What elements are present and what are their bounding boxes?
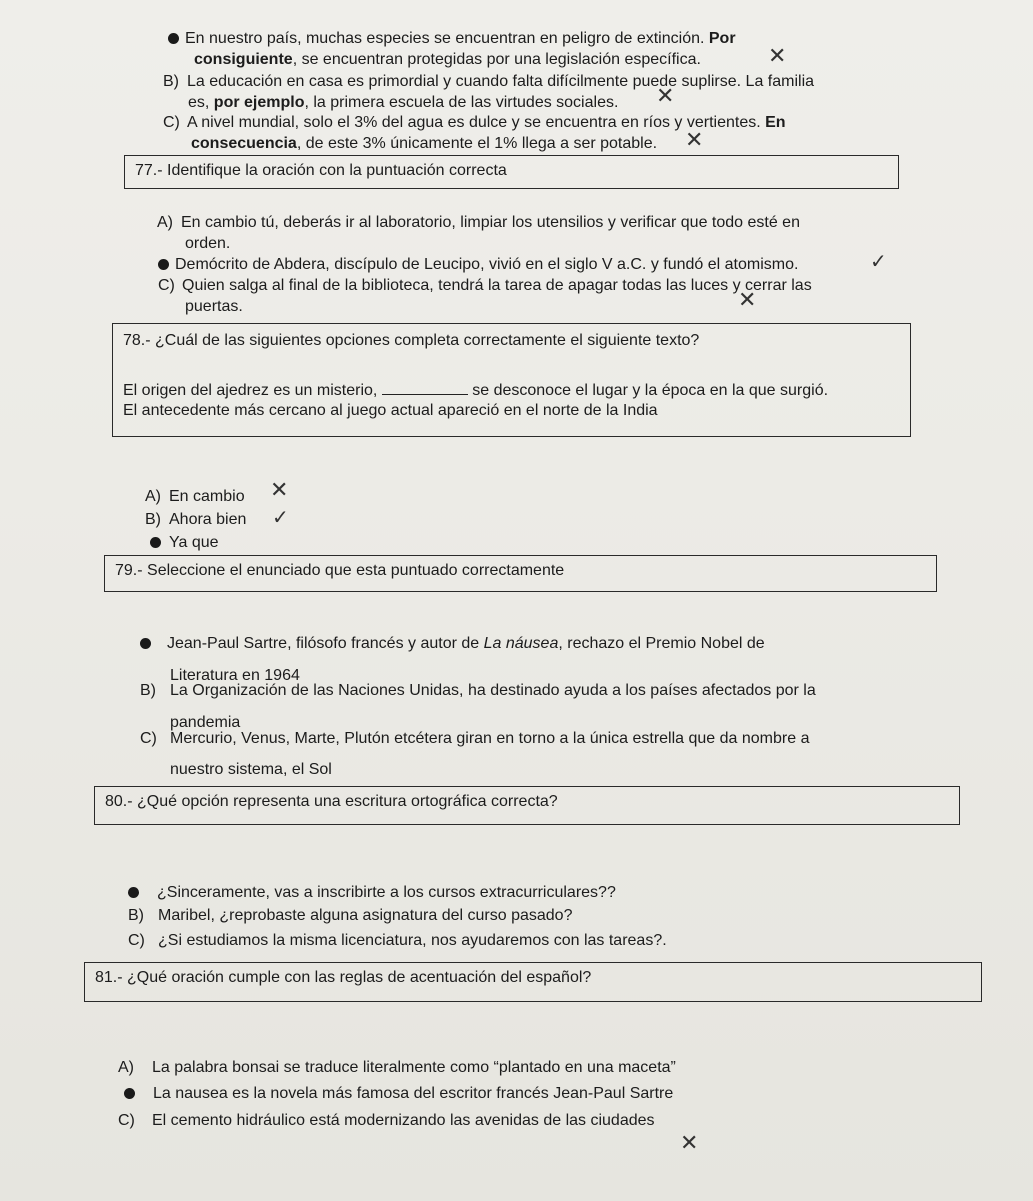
cross-mark-icon: ✕: [685, 128, 704, 153]
q78-b-text: Ahora bien: [169, 511, 247, 528]
q78-passage-line2: El antecedente más cercano al juego actual apareció en el norte de la India: [123, 402, 658, 419]
q79-option-b: [140, 681, 816, 700]
option-letter: C): [140, 730, 157, 747]
question-79-text: 79.- Seleccione el enunciado que esta puntuado correctamente: [115, 562, 565, 579]
option-letter: B): [163, 73, 179, 90]
q80-option-c: [128, 931, 667, 950]
q77-option-a: [157, 213, 800, 232]
q78-option-a: [145, 487, 245, 506]
q79-c-line1: Mercurio, Venus, Marte, Plutón etcétera giran en torno a la única estrella que da nombre a: [170, 730, 810, 747]
q81-a-text: La palabra bonsai se traduce literalmente como “plantado en una maceta”: [152, 1059, 676, 1076]
q76-c-line2: , de este 3% únicamente el 1% llega a ser potable.: [296, 135, 658, 152]
q81-c-text: El cemento hidráulico está modernizando las avenidas de las ciudades: [152, 1112, 655, 1129]
q79-a-line1-end: , rechazo el Premio Nobel de: [558, 635, 765, 652]
question-81-box: [84, 962, 982, 1002]
q76-c-line2-bold: consecuencia: [191, 135, 297, 152]
q76-b-line2-bold: por ejemplo: [213, 94, 305, 111]
q77-option-c: [158, 276, 812, 295]
q77-option-c-line2: puertas.: [185, 298, 243, 315]
q78-option-b: [145, 510, 246, 529]
q76-option-b-line2: [188, 93, 618, 112]
answer-bubble-filled: [124, 1088, 135, 1099]
q76-option-a-line2: [194, 50, 701, 69]
cross-mark-icon: ✕: [738, 288, 757, 313]
q78-passage-b: se desconoce el lugar y la época en la que surgió.: [467, 382, 829, 399]
q76-b-line2-a: es,: [188, 94, 214, 111]
q76-b-line2-c: , la primera escuela de las virtudes sociales.: [304, 94, 619, 111]
q76-option-a: [168, 29, 736, 48]
q76-a-line2: , se encuentran protegidas por una legislación específica.: [292, 51, 701, 68]
q80-option-b: [128, 906, 572, 925]
q76-a-line2-bold: consiguiente: [194, 51, 293, 68]
question-78-text: 78.- ¿Cuál de las siguientes opciones completa correctamente el siguiente texto?: [123, 332, 700, 349]
question-77-text: 77.- Identifique la oración con la puntuación correcta: [135, 162, 507, 179]
question-77-box: [124, 155, 899, 189]
q76-a-line1: En nuestro país, muchas especies se encuentran en peligro de extinción.: [185, 30, 709, 47]
q79-a-italic: La náusea: [483, 635, 559, 652]
cross-mark-icon: ✕: [680, 1131, 699, 1156]
q79-option-a: [140, 634, 765, 653]
q81-option-c: [118, 1111, 655, 1130]
q78-passage-line1: [123, 380, 900, 400]
question-81-text: 81.- ¿Qué oración cumple con las reglas de acentuación del español?: [95, 969, 592, 986]
check-mark-icon: ✓: [272, 505, 289, 529]
q76-a-line1-bold: Por: [708, 30, 736, 47]
q80-b-text: Maribel, ¿reprobaste alguna asignatura del curso pasado?: [158, 907, 573, 924]
option-letter: C): [158, 277, 175, 294]
option-letter: C): [118, 1112, 135, 1129]
q79-a-line1: Jean-Paul Sartre, filósofo francés y autor de: [167, 635, 484, 652]
q76-b-line1: La educación en casa es primordial y cuando falta difícilmente puede suplirse. La familia: [187, 73, 815, 90]
q76-option-c-line2: [191, 134, 657, 153]
q76-c-line1-bold: En: [765, 114, 786, 131]
q81-option-b: [124, 1084, 673, 1103]
question-80-text: 80.- ¿Qué opción representa una escritura ortográfica correcta?: [105, 793, 558, 810]
question-78-box: [112, 323, 911, 437]
option-letter: B): [140, 682, 156, 699]
question-80-box: [94, 786, 960, 825]
q78-a-text: En cambio: [169, 488, 245, 505]
q77-a-line1: En cambio tú, deberás ir al laboratorio, limpiar los utensilios y verificar que todo esté en: [181, 214, 800, 231]
option-letter: A): [157, 214, 173, 231]
option-letter: C): [163, 114, 180, 131]
cross-mark-icon: ✕: [768, 44, 787, 69]
q79-option-c: [140, 729, 809, 748]
check-mark-icon: ✓: [870, 249, 887, 273]
q79-b-line1: La Organización de las Naciones Unidas, ha destinado ayuda a los países afectados por la: [170, 682, 816, 699]
q80-option-a: [128, 883, 616, 902]
fill-in-blank[interactable]: [382, 380, 468, 395]
q79-option-a-line2: Literatura en 1964: [170, 667, 300, 684]
cross-mark-icon: ✕: [656, 84, 675, 109]
option-letter: A): [118, 1059, 134, 1076]
answer-bubble-filled: [140, 638, 151, 649]
q80-c-text: ¿Si estudiamos la misma licenciatura, nos ayudaremos con las tareas?.: [158, 932, 667, 949]
option-letter: C): [128, 932, 145, 949]
answer-bubble-filled: [150, 537, 161, 548]
q80-a-text: ¿Sinceramente, vas a inscribirte a los cursos extracurriculares??: [157, 884, 616, 901]
q76-option-b: [163, 72, 814, 91]
cross-mark-icon: ✕: [270, 478, 289, 503]
answer-bubble-filled: [128, 887, 139, 898]
q77-option-b: [158, 255, 798, 274]
option-letter: A): [145, 488, 161, 505]
q77-option-a-line2: orden.: [185, 235, 231, 252]
q78-passage-a: El origen del ajedrez es un misterio,: [123, 382, 382, 399]
answer-bubble-filled: [168, 33, 179, 44]
q77-c-line1: Quien salga al final de la biblioteca, tendrá la tarea de apagar todas las luces y cerrar las: [182, 277, 812, 294]
q81-b-text: La nausea es la novela más famosa del escritor francés Jean-Paul Sartre: [153, 1085, 674, 1102]
q81-option-a: [118, 1058, 676, 1077]
option-letter: B): [128, 907, 144, 924]
q78-option-c: [150, 533, 219, 552]
q78-c-text: Ya que: [169, 534, 219, 551]
question-79-box: [104, 555, 937, 592]
option-letter: B): [145, 511, 161, 528]
answer-bubble-filled: [158, 259, 169, 270]
q79-option-b-line2: pandemia: [170, 714, 241, 731]
q77-b-line1: Demócrito de Abdera, discípulo de Leucipo, vivió en el siglo V a.C. y fundó el atomismo.: [175, 256, 799, 273]
q79-option-c-line2: nuestro sistema, el Sol: [170, 761, 332, 778]
q76-c-line1: A nivel mundial, solo el 3% del agua es dulce y se encuentra en ríos y vertientes.: [187, 114, 766, 131]
